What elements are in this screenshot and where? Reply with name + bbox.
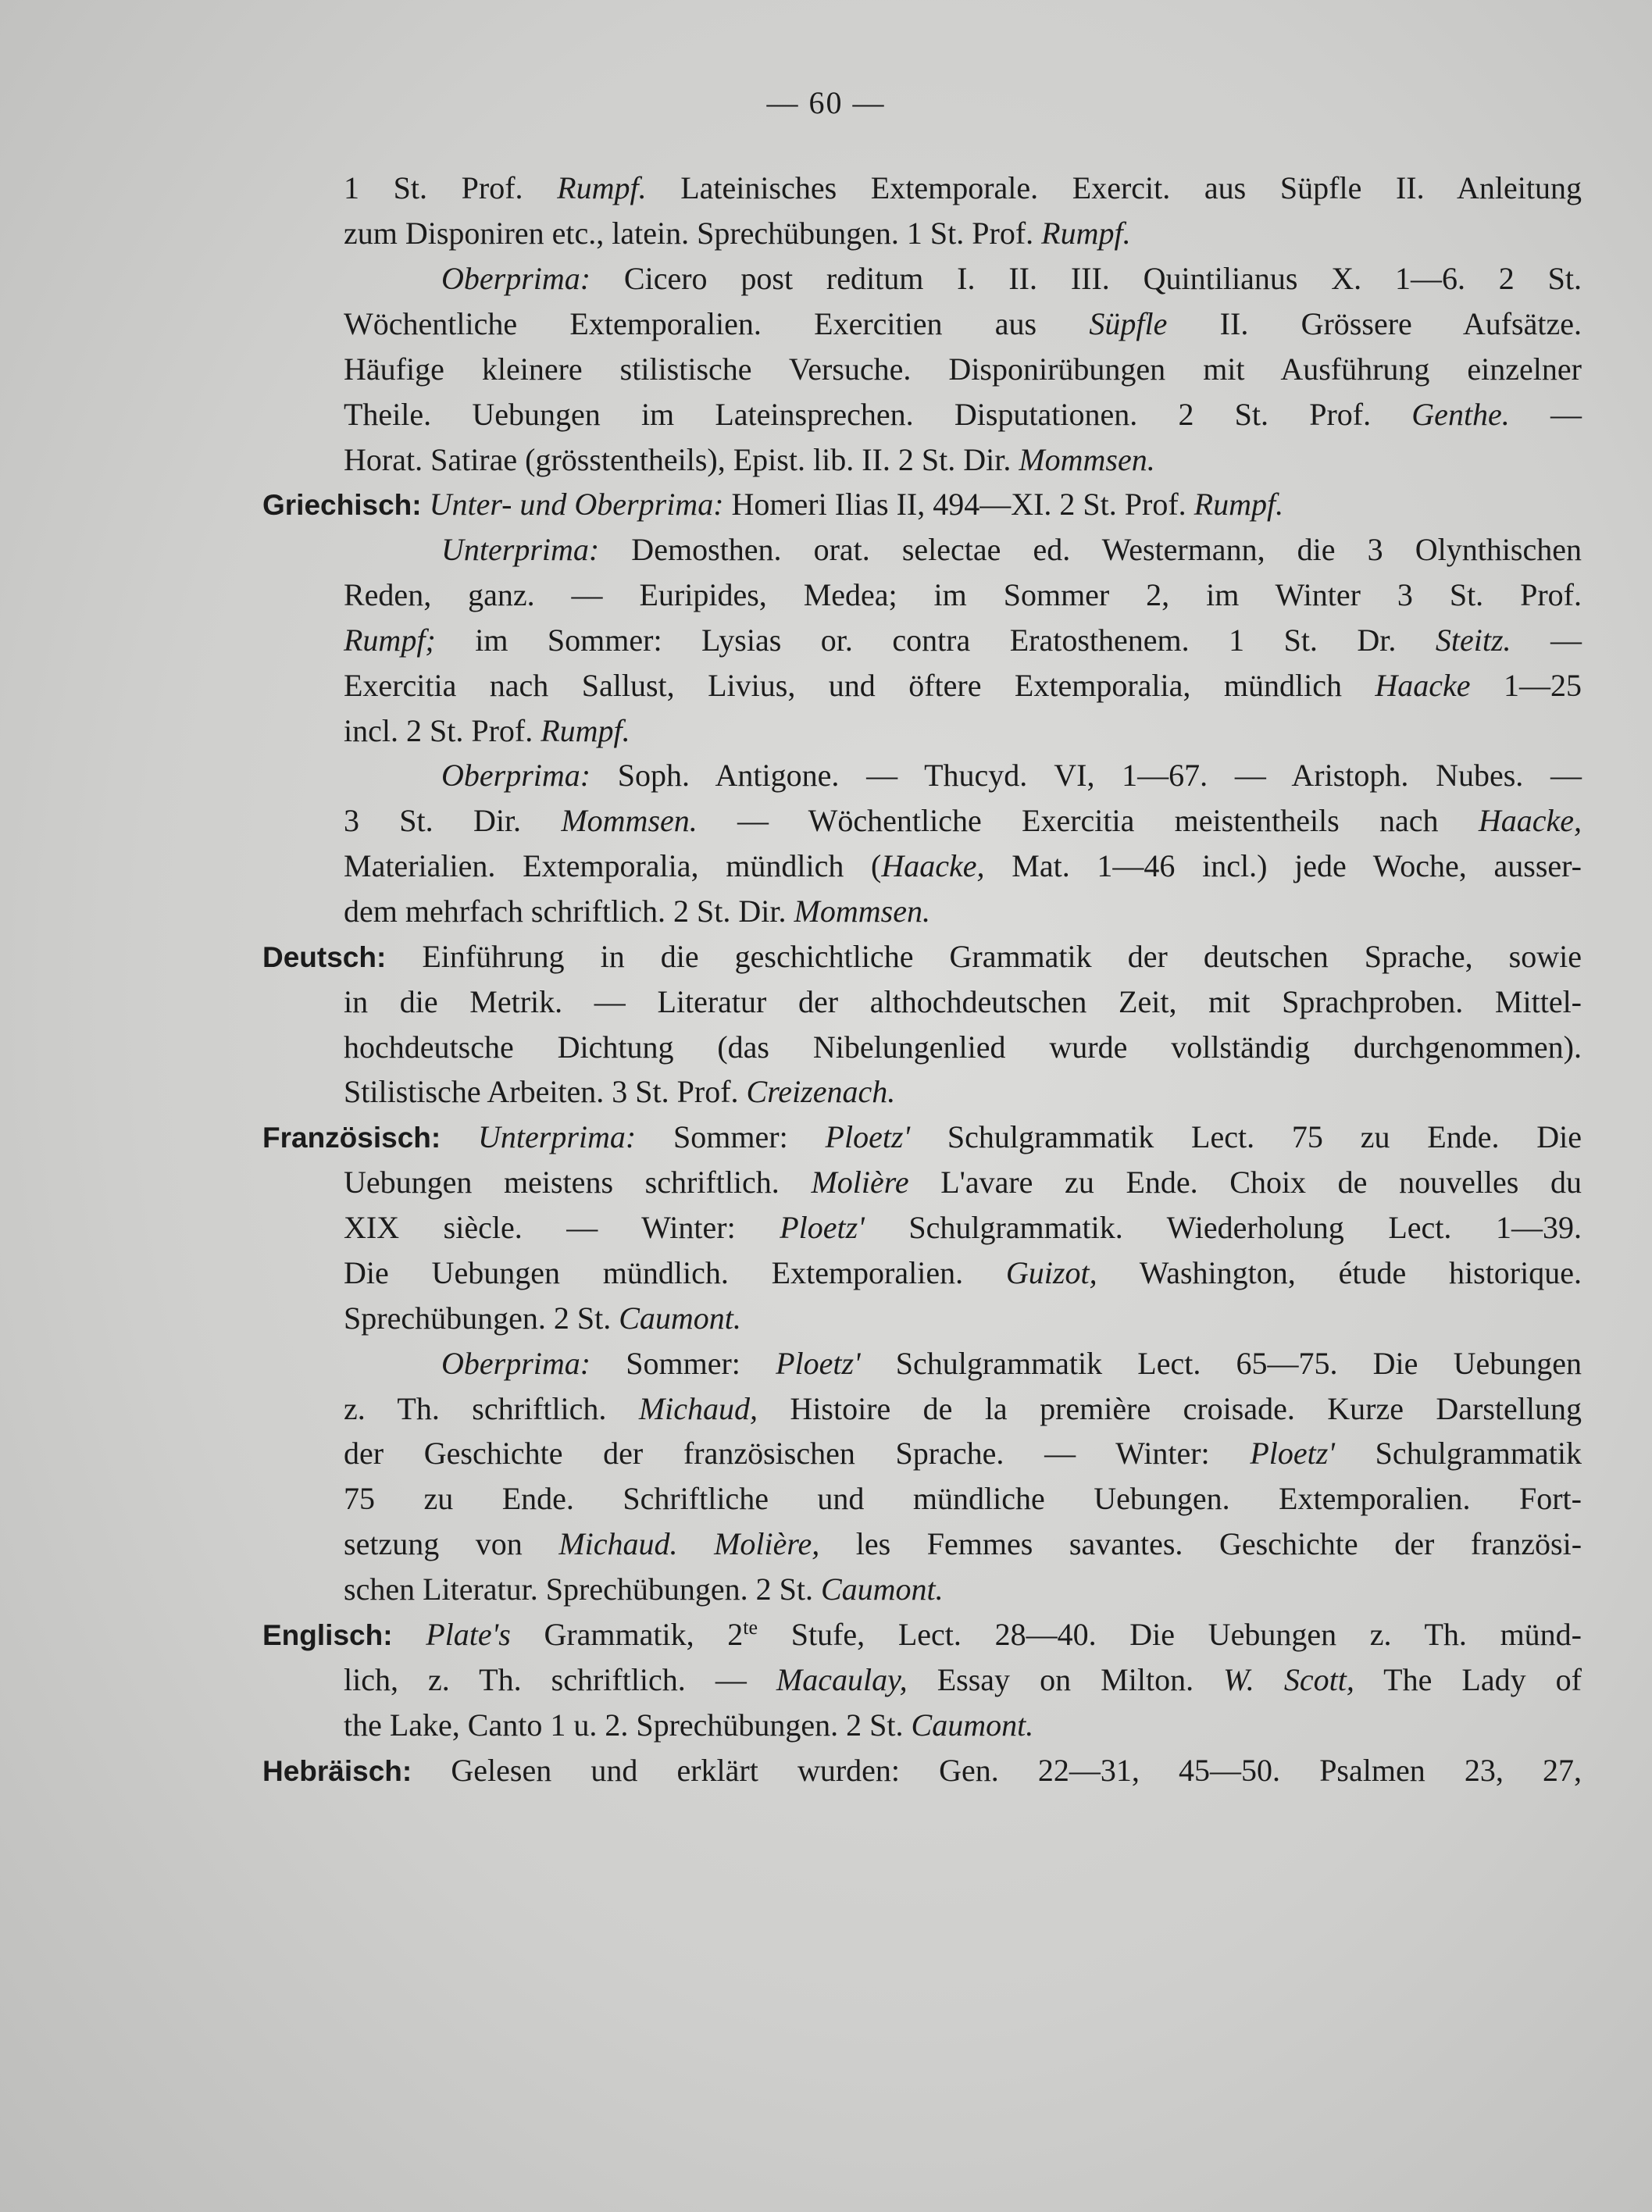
section-heading: Französisch:	[262, 1122, 441, 1154]
text-line	[344, 346, 1582, 393]
line-text: im Sommer: Lysias or. contra Eratosthenem. 1 St. Dr.	[435, 623, 1436, 658]
emphasis-text: Ploetz'	[825, 1119, 911, 1154]
line-text: Häufige kleinere stilistische Versuche. Disponirübungen mit Ausführung einzelner	[344, 351, 1582, 387]
emphasis-text: Oberprima:	[441, 758, 591, 793]
line-text: Schulgrammatik Lect. 65—75. Die Uebungen	[860, 1346, 1582, 1381]
line-text: Cicero post reditum I. II. III. Quintilianus X. 1—6. 2 St.	[591, 261, 1582, 296]
page-number: — 60 —	[766, 85, 886, 120]
line-text: les Femmes savantes. Geschichte der französi-	[819, 1526, 1582, 1561]
line-text: Exercitia nach Sallust, Livius, und öftere Extemporalia, mündlich	[344, 668, 1375, 703]
emphasis-text: Caumont.	[911, 1707, 1034, 1743]
line-text: lich, z. Th. schriftlich. —	[344, 1662, 776, 1697]
line-text: Essay on Milton.	[907, 1662, 1224, 1697]
line-text: Schulgrammatik Lect. 75 zu Ende. Die	[910, 1119, 1582, 1154]
superscript: te	[743, 1616, 758, 1639]
line-text: Stilistische Arbeiten. 3 St. Prof.	[344, 1074, 747, 1109]
line-text: Homeri Ilias II, 494—XI. 2 St. Prof.	[723, 487, 1194, 522]
line-text: Sommer:	[636, 1119, 826, 1154]
line-text: II. Grössere Aufsätze.	[1167, 306, 1582, 341]
line-text: Uebungen meistens schriftlich.	[344, 1165, 812, 1200]
line-text: XIX siècle. — Winter:	[344, 1210, 780, 1245]
line-text: Stufe, Lect. 28—40. Die Uebungen z. Th. münd-	[758, 1617, 1582, 1652]
line-text	[393, 1617, 426, 1652]
text-line	[344, 1386, 1582, 1432]
line-text: Grammatik, 2	[510, 1617, 744, 1652]
text-line	[344, 1430, 1582, 1477]
line-text: Soph. Antigone. — Thucyd. VI, 1—67. — Aristoph. Nubes. —	[591, 758, 1582, 793]
text-line	[344, 1159, 1582, 1206]
text-line	[344, 797, 1582, 844]
emphasis-text: Rumpf.	[557, 170, 647, 205]
section-heading: Englisch:	[262, 1619, 393, 1651]
line-text: z. Th. schriftlich.	[344, 1391, 639, 1426]
text-line	[344, 979, 1582, 1026]
line-text: 75 zu Ende. Schriftliche und mündliche Uebungen. Extemporalien. Fort-	[344, 1481, 1582, 1516]
line-text: —	[1509, 397, 1582, 432]
emphasis-text: Haacke	[1375, 668, 1471, 703]
text-line	[344, 1069, 1582, 1115]
emphasis-text: Oberprima:	[441, 1346, 591, 1381]
line-text: schen Literatur. Sprechübungen. 2 St.	[344, 1572, 821, 1607]
emphasis-text: Süpfle	[1089, 306, 1168, 341]
line-text: Washington, étude historique.	[1097, 1255, 1582, 1290]
emphasis-text: Guizot,	[1005, 1255, 1097, 1290]
emphasis-text: Macaulay,	[776, 1662, 908, 1697]
line-text: dem mehrfach schriftlich. 2 St. Dir.	[344, 894, 794, 929]
text-line	[344, 843, 1582, 890]
text-line	[344, 1566, 1582, 1613]
text-line	[344, 572, 1582, 619]
line-text	[678, 1526, 715, 1561]
line-text: L'avare zu Ende. Choix de nouvelles du	[908, 1165, 1582, 1200]
text-line	[441, 526, 1582, 573]
emphasis-text: Haacke,	[1478, 803, 1582, 838]
emphasis-text: Mommsen.	[794, 894, 930, 929]
emphasis-text: Unter- und Oberprima:	[429, 487, 724, 522]
text-line	[344, 1475, 1582, 1522]
emphasis-text: Unterprima:	[441, 532, 600, 567]
emphasis-text: Steitz.	[1435, 623, 1511, 658]
emphasis-text: Caumont.	[820, 1572, 944, 1607]
section-heading: Hebräisch:	[262, 1755, 412, 1787]
line-text: Histoire de la première croisade. Kurze Darstellung	[758, 1391, 1582, 1426]
text-line	[262, 1611, 1582, 1658]
text-line	[344, 1024, 1582, 1071]
text-line	[344, 210, 1582, 257]
line-text: Horat. Satirae (grösstentheils), Epist. lib. II. 2 St. Dir.	[344, 442, 1019, 477]
line-text: hochdeutsche Dichtung (das Nibelungenlied wurde vollständig durchgenommen).	[344, 1029, 1582, 1065]
line-text: Gelesen und erklärt wurden: Gen. 22—31, 45—50. Psalmen 23, 27,	[412, 1753, 1582, 1788]
emphasis-text: W. Scott,	[1223, 1662, 1354, 1697]
text-line	[262, 481, 1582, 528]
line-text: 3 St. Dir.	[344, 803, 562, 838]
line-text: in die Metrik. — Literatur der althochdeutschen Zeit, mit Sprachproben. Mittel-	[344, 984, 1582, 1019]
emphasis-text: Molière,	[714, 1526, 820, 1561]
text-line	[262, 1114, 1582, 1161]
text-line	[262, 1747, 1582, 1794]
line-text: Reden, ganz. — Euripides, Medea; im Sommer 2, im Winter 3 St. Prof.	[344, 577, 1582, 612]
text-line	[344, 437, 1582, 483]
line-text: —	[1511, 623, 1582, 658]
line-text	[422, 487, 430, 522]
line-text: The Lady of	[1354, 1662, 1582, 1697]
emphasis-text: Michaud,	[638, 1391, 758, 1426]
emphasis-text: Caumont.	[619, 1300, 741, 1336]
emphasis-text: Haacke,	[881, 848, 985, 883]
line-text: incl. 2 St. Prof.	[344, 713, 541, 748]
line-text: Mat. 1—46 incl.) jede Woche, ausser-	[984, 848, 1582, 883]
text-line	[344, 301, 1582, 348]
text-line	[344, 1250, 1582, 1297]
emphasis-text: Rumpf.	[1041, 216, 1131, 251]
line-text: Demosthen. orat. selectae ed. Westermann, die 3 Olynthischen	[599, 532, 1582, 567]
text-line	[344, 1295, 1582, 1342]
text-line	[344, 617, 1582, 664]
line-text: the Lake, Canto 1 u. 2. Sprechübungen. 2 St.	[344, 1707, 912, 1743]
line-text	[441, 1119, 478, 1154]
line-text: 1 St. Prof.	[344, 170, 558, 205]
emphasis-text: Ploetz'	[776, 1346, 861, 1381]
line-text: Wöchentliche Extemporalien. Exercitien aus	[344, 306, 1090, 341]
emphasis-text: Genthe.	[1411, 397, 1510, 432]
emphasis-text: Michaud.	[558, 1526, 678, 1561]
text-line	[344, 662, 1582, 709]
line-text: Schulgrammatik	[1334, 1436, 1582, 1471]
emphasis-text: Rumpf;	[344, 623, 436, 658]
emphasis-text: Plate's	[426, 1617, 511, 1652]
text-line	[344, 391, 1582, 438]
line-text: — Wöchentliche Exercitia meistentheils nach	[697, 803, 1479, 838]
emphasis-text: Ploetz'	[780, 1210, 865, 1245]
section-heading: Griechisch:	[262, 489, 422, 521]
line-text: Theile. Uebungen im Lateinsprechen. Disputationen. 2 St. Prof.	[344, 397, 1412, 432]
line-text: Sommer:	[591, 1346, 776, 1381]
line-text: Lateinisches Extemporale. Exercit. aus Süpfle II. Anleitung	[646, 170, 1582, 205]
line-text: zum Disponiren etc., latein. Sprechübungen. 1 St. Prof.	[344, 216, 1042, 251]
emphasis-text: Mommsen.	[1019, 442, 1155, 477]
text-line	[441, 1340, 1582, 1387]
emphasis-text: Oberprima:	[441, 261, 591, 296]
line-text: Die Uebungen mündlich. Extemporalien.	[344, 1255, 1006, 1290]
emphasis-text: Unterprima:	[478, 1119, 637, 1154]
text-line	[344, 1204, 1582, 1251]
text-line	[344, 888, 1582, 935]
line-text: Sprechübungen. 2 St.	[344, 1300, 619, 1336]
emphasis-text: Rumpf.	[541, 713, 630, 748]
emphasis-text: Ploetz'	[1250, 1436, 1335, 1471]
line-text: der Geschichte der französischen Sprache. — Winter:	[344, 1436, 1251, 1471]
text-line	[344, 1521, 1582, 1568]
line-text: Schulgrammatik. Wiederholung Lect. 1—39.	[864, 1210, 1582, 1245]
text-line	[262, 933, 1582, 980]
text-line	[441, 255, 1582, 302]
text-line	[344, 1657, 1582, 1704]
text-line	[344, 1702, 1582, 1749]
text-line	[344, 708, 1582, 755]
emphasis-text: Rumpf.	[1194, 487, 1284, 522]
emphasis-text: Creizenach.	[746, 1074, 896, 1109]
line-text: setzung von	[344, 1526, 559, 1561]
text-line	[441, 752, 1582, 799]
emphasis-text: Molière	[811, 1165, 909, 1200]
line-text: 1—25	[1470, 668, 1582, 703]
line-text: Materialien. Extemporalia, mündlich (	[344, 848, 882, 883]
line-text: Einführung in die geschichtliche Grammatik der deutschen Sprache, sowie	[386, 939, 1582, 974]
section-heading: Deutsch:	[262, 941, 387, 973]
text-line	[344, 165, 1582, 212]
emphasis-text: Mommsen.	[561, 803, 698, 838]
